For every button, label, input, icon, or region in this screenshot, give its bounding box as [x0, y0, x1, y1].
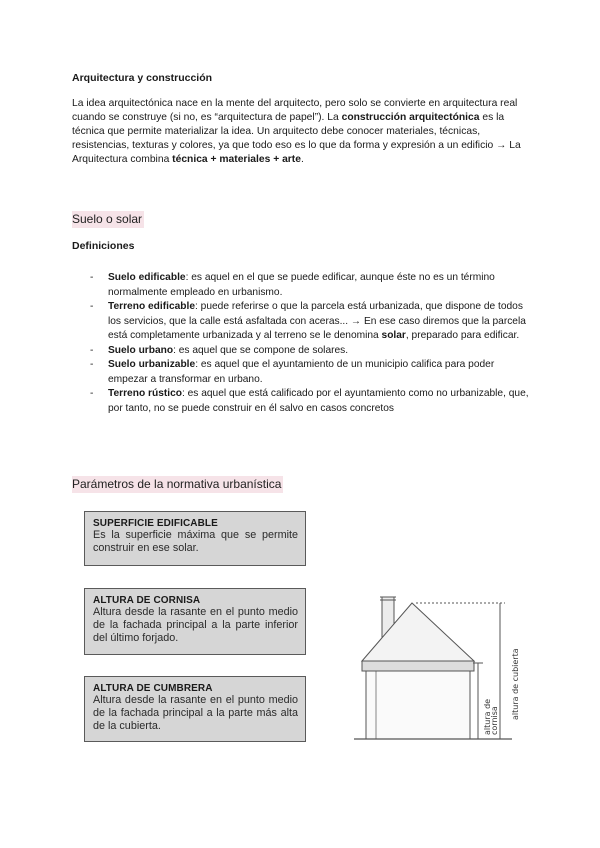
roof-shape: [362, 603, 474, 661]
term: Terreno rústico: [108, 388, 182, 399]
term: Terreno edificable: [108, 301, 195, 312]
definition-text: : es aquel que está calificado por el ayuntamiento como no urbanizable, que, por tanto, no se puede construir en él salvo en casos concretos: [108, 388, 529, 414]
heading-parametros: Parámetros de la normativa urbanística: [72, 477, 282, 491]
intro-text-1: La idea arquitectónica nace en la mente del arquitecto, pero solo se convierte en arquitectura real cuando se construye (si no, es “arquitectura de papel”). La: [72, 98, 518, 123]
intro-text-3: .: [300, 154, 304, 165]
intro-text-2: es la técnica que permite materializar la idea. Un arquitecto debe conocer materiales, técnicas, resistencias, texturas y colores, ya que todo eso es lo que da forma y expresión a un edificio → La Arquitectura combina: [72, 112, 521, 165]
heading-suelo-solar: Suelo o solar: [72, 212, 143, 226]
param-box-body: Altura desde la rasante en el punto medio de la fachada principal a la parte más alta de la cubierta.: [93, 694, 298, 732]
bullet-dash: -: [90, 359, 94, 370]
param-box-title: ALTURA DE CORNISA: [93, 595, 201, 606]
label-altura-cubierta: altura de cubierta: [511, 648, 520, 720]
bullet-dash: -: [90, 272, 94, 283]
house-walls: [366, 671, 470, 739]
section-title-arquitectura: Arquitectura y construcción: [72, 72, 213, 84]
intro-bold-formula: técnica + materiales + arte: [172, 154, 301, 165]
term: Suelo urbanizable: [108, 359, 196, 370]
list-item: [90, 271, 530, 300]
subheading-definiciones: Definiciones: [72, 240, 135, 252]
intro-bold-construccion: construcción arquitectónica: [341, 112, 480, 123]
param-box-body: Altura desde la rasante en el punto medio de la fachada principal a la parte inferior del último forjado.: [93, 606, 298, 644]
param-box-body: Es la superficie máxima que se permite construir en ese solar.: [93, 529, 298, 554]
definition-text: : es aquel en el que se puede edificar, aunque éste no es un término normalmente empleado en urbanismo.: [108, 272, 495, 298]
list-item: [90, 387, 530, 416]
param-box-title: ALTURA DE CUMBRERA: [93, 683, 213, 694]
param-box-cumbrera: [84, 676, 306, 742]
house-diagram: [352, 585, 532, 745]
intro-paragraph: [72, 97, 522, 167]
list-item: [90, 358, 530, 387]
bullet-dash: -: [90, 388, 94, 399]
term: Suelo urbano: [108, 344, 174, 356]
label-cornisa: cornisa: [490, 706, 499, 735]
term-solar: solar: [381, 330, 406, 341]
cornice-band: [362, 661, 474, 671]
bullet-dash: -: [90, 344, 94, 356]
definition-text: : es aquel que el ayuntamiento de un municipio califica para poder empezar a transformar en urbano.: [108, 359, 495, 385]
term: Suelo edificable: [108, 272, 186, 283]
param-box-superficie: [84, 511, 306, 566]
definition-text: : es aquel que se compone de solares.: [173, 344, 349, 356]
param-box-title: SUPERFICIE EDIFICABLE: [93, 518, 218, 529]
definition-text-2: , preparado para edificar.: [405, 330, 520, 341]
label-altura-de: altura de: [483, 698, 492, 735]
bullet-dash: -: [90, 301, 94, 312]
definition-text: : puede referirse o que la parcela está urbanizada, que dispone de todos los servicios, que la calle está asfaltada con aceras... → En ese caso diremos que la parcela está completamente urbanizada y al terreno se le denomina: [108, 301, 526, 341]
definitions-list: [90, 271, 530, 416]
list-item: [90, 300, 530, 344]
list-item: [90, 344, 530, 359]
param-box-cornisa: [84, 588, 306, 655]
